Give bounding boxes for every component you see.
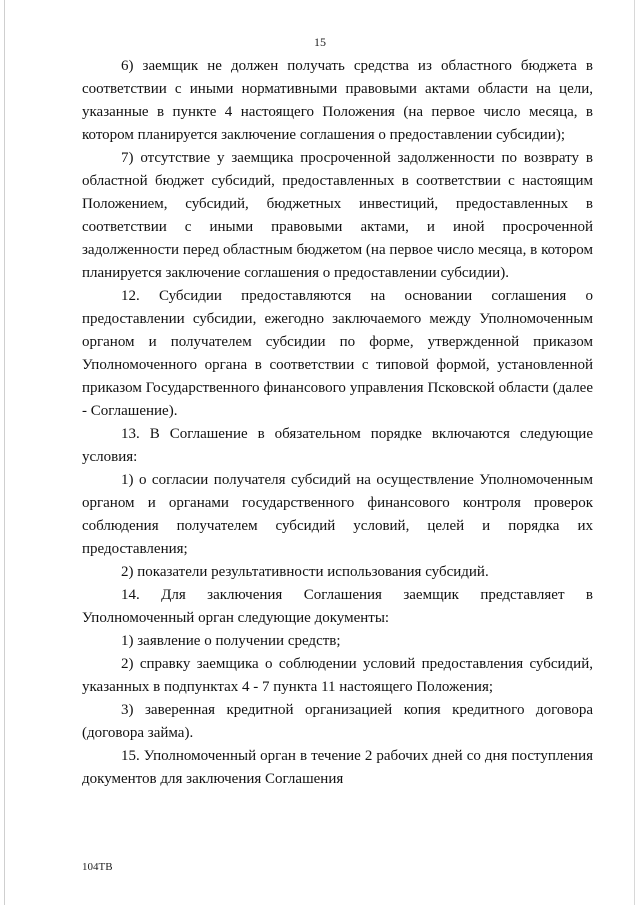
paragraph-14-required-documents: 14. Для заключения Соглашения заемщик представляет в Уполномоченный орган следующие документы: (82, 587, 593, 626)
paragraph-13-2-performance-indicators: 2) показатели результативности использования субсидий. (121, 564, 489, 580)
paragraph-13-agreement-conditions: 13. В Соглашение в обязательном порядке включаются следующие условия: (82, 426, 593, 465)
paragraph-15-review-period: 15. Уполномоченный орган в течение 2 рабочих дней со дня поступления документов для заключения Соглашения (82, 748, 593, 787)
paragraph-6-no-other-funding: 6) заемщик не должен получать средства из областного бюджета в соответствии с иными нормативными правовыми актами области на цели, указанные в пункте 4 настоящего Положения (на первое число месяца, в котором планируется заключение соглашения о предоставлении субсидии); (82, 58, 593, 143)
paragraph-13-1-consent-to-checks: 1) о согласии получателя субсидий на осуществление Уполномоченным органом и органами государственного финансового контроля проверок соблюдения получателем субсидий условий, целей и порядка их предоставления; (82, 472, 593, 557)
document-footer-code: 104ТВ (82, 861, 113, 873)
paragraph-7-no-overdue-debt: 7) отсутствие у заемщика просроченной задолженности по возврату в областной бюджет субсидий, предоставленных в соответствии с настоящим Положением, субсидий, бюджетных инвестиций, предоставленных в соответствии с иными правовыми актами, и иной просроченной задолженности перед областным бюджетом (на первое число месяца, в котором планируется заключение соглашения о предоставлении субсидии). (82, 150, 593, 281)
paragraph-14-1-application: 1) заявление о получении средств; (121, 633, 341, 649)
page-number: 15 (314, 35, 326, 49)
paragraph-14-2-compliance-certificate: 2) справку заемщика о соблюдении условий предоставления субсидий, указанных в подпунктах 4 - 7 пункта 11 настоящего Положения; (82, 656, 593, 695)
scan-edge-left (4, 0, 5, 905)
paragraph-12-agreement-basis: 12. Субсидии предоставляются на основании соглашения о предоставлении субсидии, ежегодно заключаемого между Уполномоченным органом и получателем субсидии по форме, утвержденной приказом Уполномоченного органа в соответствии с типовой формой, установленной приказом Государственного финансового управления Псковской области (далее - Соглашение). (82, 288, 593, 419)
paragraph-14-3-loan-agreement-copy: 3) заверенная кредитной организацией копия кредитного договора (договора займа). (82, 702, 593, 741)
scan-edge-right (634, 0, 635, 905)
document-body (82, 55, 593, 791)
